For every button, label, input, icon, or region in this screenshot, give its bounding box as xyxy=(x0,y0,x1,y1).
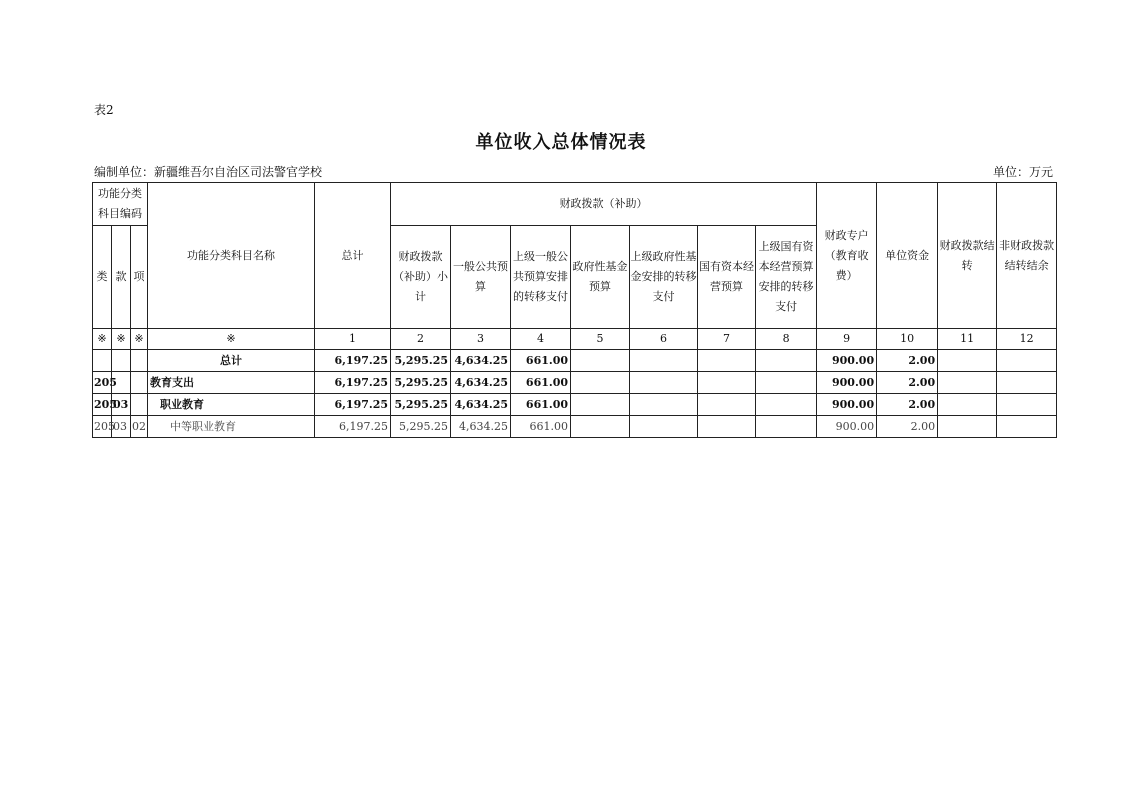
cell-kuan: 03 xyxy=(112,394,131,416)
header-upper-general: 上级一般公共预算安排的转移支付 xyxy=(511,226,571,329)
cell-state-capital xyxy=(698,394,756,416)
cell-total: 6,197.25 xyxy=(315,394,391,416)
col-num-12: 12 xyxy=(997,329,1057,350)
cell-name: 总计 xyxy=(148,350,315,372)
header-unit-fund: 单位资金 xyxy=(877,183,938,329)
cell-xiang xyxy=(131,350,148,372)
col-num-7: 7 xyxy=(698,329,756,350)
cell-carryover xyxy=(938,416,997,438)
currency-unit: 单位：万元 xyxy=(992,165,1053,179)
cell-carryover xyxy=(938,372,997,394)
cell-upper-state-capital xyxy=(756,394,817,416)
cell-state-capital xyxy=(698,350,756,372)
column-number-row xyxy=(93,329,1057,350)
header-state-capital: 国有资本经营预算 xyxy=(698,226,756,329)
header-kuan: 款 xyxy=(112,226,131,329)
cell-special-account: 900.00 xyxy=(817,372,877,394)
cell-xiang: 02 xyxy=(131,416,148,438)
header-code-group: 功能分类科目编码 xyxy=(93,183,148,226)
cell-total: 6,197.25 xyxy=(315,350,391,372)
header-carryover: 财政拨款结转 xyxy=(938,183,997,329)
table-label: 表2 xyxy=(94,103,114,117)
header-fiscal-subtotal: 财政拨款（补助）小计 xyxy=(391,226,451,329)
cell-lei: 205 xyxy=(93,372,112,394)
mark-kuan: ※ xyxy=(112,329,131,350)
header-non-fiscal-carryover: 非财政拨款结转结余 xyxy=(997,183,1057,329)
table-row-total xyxy=(93,350,1057,372)
cell-general-budget: 4,634.25 xyxy=(451,350,511,372)
cell-non-fiscal-carryover xyxy=(997,416,1057,438)
income-summary-table xyxy=(92,182,1057,438)
cell-gov-fund xyxy=(571,394,630,416)
cell-upper-state-capital xyxy=(756,416,817,438)
header-special-account: 财政专户（教育收费） xyxy=(817,183,877,329)
mark-xiang: ※ xyxy=(131,329,148,350)
cell-non-fiscal-carryover xyxy=(997,394,1057,416)
cell-gov-fund xyxy=(571,416,630,438)
col-num-11: 11 xyxy=(938,329,997,350)
cell-upper-general: 661.00 xyxy=(511,394,571,416)
table-row xyxy=(93,394,1057,416)
cell-xiang xyxy=(131,372,148,394)
cell-unit-fund: 2.00 xyxy=(877,350,938,372)
cell-upper-general: 661.00 xyxy=(511,372,571,394)
header-row-1 xyxy=(93,183,1057,226)
header-xiang: 项 xyxy=(131,226,148,329)
cell-state-capital xyxy=(698,372,756,394)
cell-upper-state-capital xyxy=(756,372,817,394)
table-row xyxy=(93,372,1057,394)
cell-name: 教育支出 xyxy=(148,372,315,394)
cell-fiscal-subtotal: 5,295.25 xyxy=(391,416,451,438)
col-num-2: 2 xyxy=(391,329,451,350)
cell-lei: 205 xyxy=(93,416,112,438)
cell-kuan xyxy=(112,350,131,372)
col-num-1: 1 xyxy=(315,329,391,350)
cell-lei: 205 xyxy=(93,394,112,416)
cell-special-account: 900.00 xyxy=(817,416,877,438)
cell-non-fiscal-carryover xyxy=(997,372,1057,394)
header-lei: 类 xyxy=(93,226,112,329)
header-general-budget: 一般公共预算 xyxy=(451,226,511,329)
cell-total: 6,197.25 xyxy=(315,372,391,394)
header-gov-fund: 政府性基金预算 xyxy=(571,226,630,329)
header-upper-state-capital: 上级国有资本经营预算安排的转移支付 xyxy=(756,226,817,329)
mark-name: ※ xyxy=(148,329,315,350)
col-num-4: 4 xyxy=(511,329,571,350)
cell-carryover xyxy=(938,394,997,416)
cell-special-account: 900.00 xyxy=(817,394,877,416)
col-num-8: 8 xyxy=(756,329,817,350)
col-num-6: 6 xyxy=(630,329,698,350)
cell-lei xyxy=(93,350,112,372)
cell-fiscal-subtotal: 5,295.25 xyxy=(391,394,451,416)
cell-fiscal-subtotal: 5,295.25 xyxy=(391,372,451,394)
cell-gov-fund xyxy=(571,372,630,394)
cell-name: 职业教育 xyxy=(148,394,315,416)
cell-general-budget: 4,634.25 xyxy=(451,416,511,438)
cell-upper-gov-fund xyxy=(630,350,698,372)
page-title: 单位收入总体情况表 xyxy=(475,132,647,153)
cell-non-fiscal-carryover xyxy=(997,350,1057,372)
cell-upper-general: 661.00 xyxy=(511,350,571,372)
cell-special-account: 900.00 xyxy=(817,350,877,372)
cell-upper-gov-fund xyxy=(630,394,698,416)
cell-general-budget: 4,634.25 xyxy=(451,372,511,394)
cell-upper-gov-fund xyxy=(630,372,698,394)
cell-upper-gov-fund xyxy=(630,416,698,438)
col-num-5: 5 xyxy=(571,329,630,350)
cell-unit-fund: 2.00 xyxy=(877,394,938,416)
cell-total: 6,197.25 xyxy=(315,416,391,438)
col-num-10: 10 xyxy=(877,329,938,350)
header-name: 功能分类科目名称 xyxy=(148,183,315,329)
cell-gov-fund xyxy=(571,350,630,372)
cell-unit-fund: 2.00 xyxy=(877,372,938,394)
col-num-3: 3 xyxy=(451,329,511,350)
cell-xiang xyxy=(131,394,148,416)
col-num-9: 9 xyxy=(817,329,877,350)
cell-upper-state-capital xyxy=(756,350,817,372)
cell-unit-fund: 2.00 xyxy=(877,416,938,438)
mark-lei: ※ xyxy=(93,329,112,350)
cell-general-budget: 4,634.25 xyxy=(451,394,511,416)
header-fiscal-group: 财政拨款（补助） xyxy=(391,183,817,226)
cell-state-capital xyxy=(698,416,756,438)
cell-name: 中等职业教育 xyxy=(148,416,315,438)
compiling-unit: 编制单位：新疆维吾尔自治区司法警官学校 xyxy=(94,165,323,179)
header-upper-gov-fund: 上级政府性基金安排的转移支付 xyxy=(630,226,698,329)
cell-kuan: 03 xyxy=(112,416,131,438)
cell-carryover xyxy=(938,350,997,372)
table-row xyxy=(93,416,1057,438)
cell-fiscal-subtotal: 5,295.25 xyxy=(391,350,451,372)
header-total: 总计 xyxy=(315,183,391,329)
cell-upper-general: 661.00 xyxy=(511,416,571,438)
